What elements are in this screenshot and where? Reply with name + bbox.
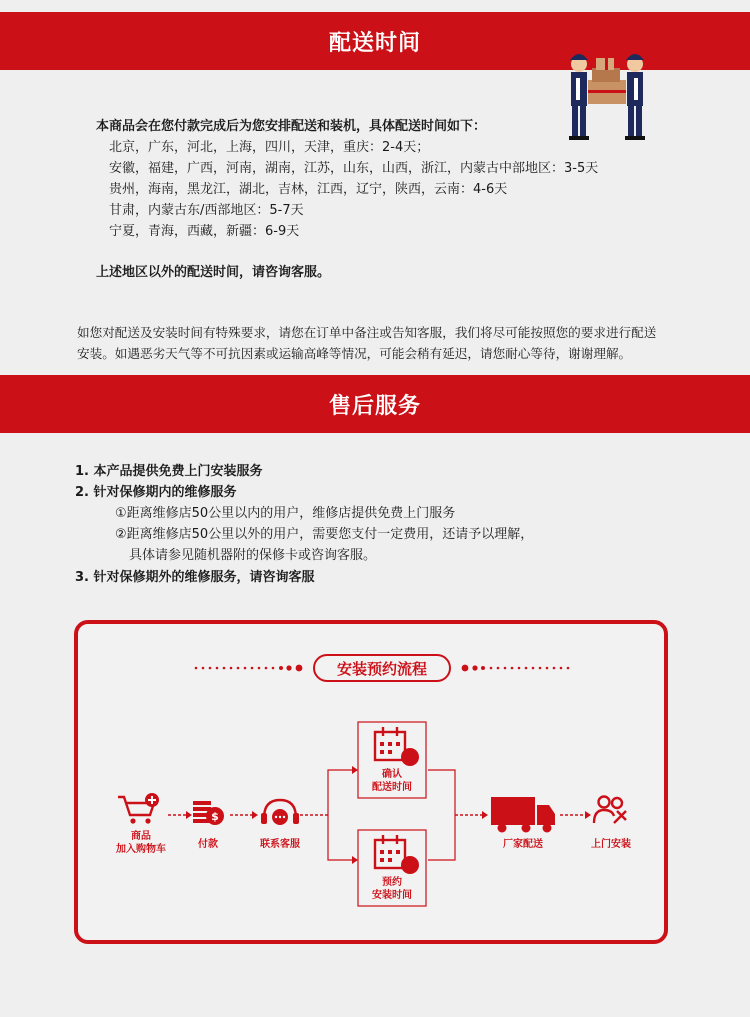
step-add-to-cart: 商品 加入购物车 [116,831,166,855]
region-line-1: 北京，广东，河北，上海，四川，天津，重庆：2-4天； [109,140,430,155]
payment-icon [193,801,224,825]
service-sub-2: ②距离维修店50公里以外的用户，需要您支付一定费用，还请予以理解， [115,527,534,542]
cart-icon [118,793,159,824]
service-item-1: 1. 本产品提供免费上门安装服务 [75,464,263,479]
step-pay: 付款 [198,839,218,850]
step-book-install: 预约 安装时间 [372,877,412,901]
region-line-2: 安徽，福建，广西，河南，湖南，江苏，山东，山西，浙江，内蒙古中部地区：3-5天 [109,161,599,176]
svg-text:$: $ [211,810,219,823]
service-item-3: 3. 针对保修期外的维修服务，请咨询客服 [75,570,315,585]
service-item-2: 2. 针对保修期内的维修服务 [75,485,237,500]
service-sub-1: ①距离维修店50公里以内的用户，维修店提供免费上门服务 [115,506,456,521]
title-dots-right [462,665,570,672]
step-factory-delivery: 厂家配送 [503,839,543,850]
service-sub-2-cont: 具体请参见随机器附的保修卡或咨询客服。 [129,548,377,563]
step-confirm-delivery: 确认 配送时间 [372,769,412,793]
after-sales-title: 售后服务 [328,393,421,419]
delivery-intro: 本商品会在您付款完成后为您安排配送和装机，具体配送时间如下： [96,119,487,134]
special-request-note-2: 安装。如遇恶劣天气等不可抗因素或运输高峰等情况，可能会稍有延迟，请您耐心等待，谢谢理解。 [77,346,632,361]
flow-title: 安装预约流程 [313,654,451,682]
region-line-3: 贵州，海南，黑龙江，湖北，吉林，江西，辽宁，陕西，云南：4-6天 [109,182,508,197]
other-regions-note: 上述地区以外的配送时间，请咨询客服。 [96,265,331,280]
special-request-note-1: 如您对配送及安装时间有特殊要求，请您在订单中备注或告知客服，我们将尽可能按照您的要求进行配送 [77,325,657,340]
truck-icon [491,797,555,833]
title-dots-left [195,665,303,672]
step-contact-service: 联系客服 [260,839,300,850]
delivery-time-title: 配送时间 [328,30,421,56]
step-onsite-install: 上门安装 [591,839,631,850]
installer-icon [594,797,626,824]
region-line-5: 宁夏，青海，西藏，新疆：6-9天 [109,224,300,239]
headset-icon [261,800,299,825]
region-line-4: 甘肃，内蒙古东/西部地区：5-7天 [109,203,304,218]
